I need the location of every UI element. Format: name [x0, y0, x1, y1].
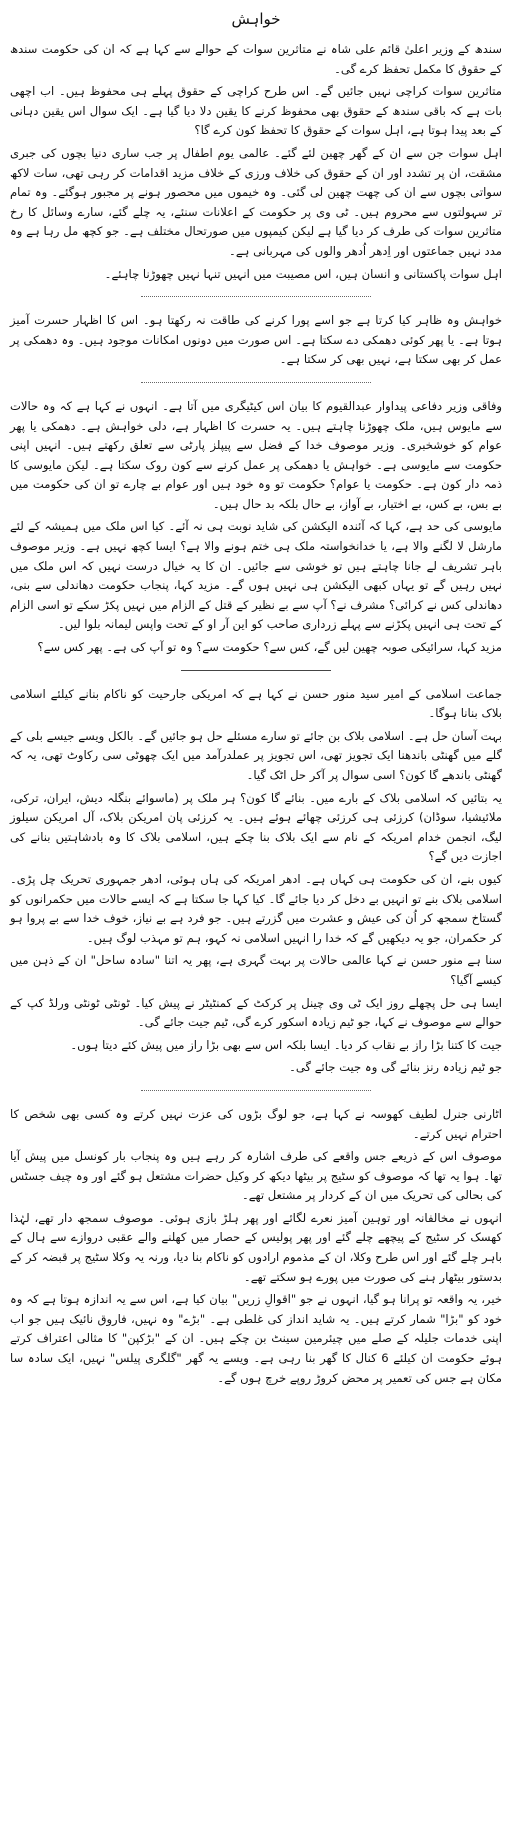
paragraph: خواہش وہ ظاہر کیا کرتا ہے جو اسے پورا کرنے کی طاقت نہ رکھتا ہو۔ اس کا اظہار حسرت آمیز ہوتا ہے۔ یا پھر کوئی دھمکی دے سکتا ہے۔ اس صورت میں دونوں امکانات موجود ہیں۔ وہ دھمکی پر عمل کر بھی سکتا ہے، نہیں بھی کر سکتا ہے۔: [10, 313, 502, 367]
section-divider: [141, 382, 371, 383]
paragraph: سنا ہے منور حسن نے کہا عالمی حالات پر بہت گہری ہے، پھر یہ اتنا "سادہ ساحل" ان کے ذہن میں کیسے آگیا؟: [10, 953, 502, 987]
paragraph: بہت آسان حل ہے۔ اسلامی بلاک بن جائے تو سارے مسئلے حل ہو جائیں گے۔ بالکل ویسے جیسے بلی کے گلے میں گھنٹی باندھنا ایک تجویز تھی، اس تجویز پر عملدرآمد میں ایک چھوٹی سی رکاوٹ تھی، یہ کہ گھنٹی باندھے گا کون؟ اسی سوال پر آکر حل اٹک گیا۔: [10, 728, 502, 782]
paragraph: ایسا ہی حل پچھلے روز ایک ٹی وی چینل پر کرکٹ کے کمنٹیٹر نے پیش کیا۔ ٹونٹی ٹونٹی ورلڈ کپ کے حوالے سے موصوف نے کہا، جو ٹیم زیادہ اسکور کرے گی، ٹیم جیت جائے گی۔: [10, 995, 502, 1030]
paragraph: وفاقی وزیر دفاعی پیداوار عبدالقیوم کا بیان اس کیٹیگری میں آتا ہے۔ انہوں نے کہا ہے کہ وہ حالات سے مایوس ہیں، ملک چھوڑنا چاہتے ہیں۔ یہ حسرت کا اظہار ہے، دلی خواہش ہے۔ دھمکی یا پھر عوام کو خوشخبری۔ وزیر موصوف خدا کے فضل سے پیپلز پارٹی سے تعلق رکھتے ہیں۔ انہیں اپنی حکومت سے مایوسی ہے۔ خواہش یا دھمکی پر عمل کرنے سے کون روک سکتا ہے۔ لیکن مایوسی کا ذمہ دار کون ہے۔ حکومت یا عوام؟ حکومت تو وہ خود ہیں اور عوام بے چارے تو ان کی حکومت میں بے بس، بے کس، بے اختیار، بے آواز، بے حال بلکہ بد حال ہیں۔: [10, 398, 502, 511]
column-title: خواہش: [231, 10, 281, 28]
paragraph: مایوسی کی حد ہے، کہا کہ آئندہ الیکشن کی شاید نوبت ہی نہ آئے۔ کیا اس ملک میں ہمیشہ کے لئے مارشل لا لگنے والا ہے، یا خدانخواستہ ملک ہی ختم ہونے والا ہے؟ ایسا کچھ نہیں ہے۔ وزیر موصوف باہر تشریف لے جانا چاہتے ہیں تو خوشی سے جائیں۔ ان کا یہ خیال درست نہیں کہ اس ملک میں نہیں رہیں گے تو یہاں کبھی الیکشن ہی نہیں ہوں گے۔ مزید کہا، پنجاب حکومت دھاندلی سے بنی، دھاندلی کس نے کرائی؟ مشرف نے؟ آپ سے بے نظیر کے قتل کے الزام میں نہیں پکڑ سکے تو اسی الزام کے تحت ہی انہیں پکڑنے سے پہلے زرداری صاحب کو این آر او کے تحت واپس لیمانہ بلوا لیں۔: [10, 519, 502, 632]
section-wish: [10, 311, 502, 370]
section-divider: [141, 1090, 371, 1091]
paragraph: اہل سوات پاکستانی و انسان ہیں، اس مصیبت میں انہیں تنہا نہیں چھوڑنا چاہئے۔: [104, 266, 502, 281]
paragraph: جیت کا کتنا بڑا راز بے نقاب کر دیا۔ ایسا بلکہ اس سے بھی بڑا راز میں پیش کئے دیتا ہوں۔: [70, 1037, 502, 1052]
section-attorney-general: [10, 1105, 502, 1388]
paragraph: اٹارنی جنرل لطیف کھوسہ نے کہا ہے، جو لوگ بڑوں کی عزت نہیں کرتے وہ کسی بھی شخص کا احترام نہیں کرتے۔: [10, 1106, 502, 1141]
section-swat-rights: [10, 40, 502, 284]
section-defence-minister: [10, 397, 502, 658]
section-divider: [141, 296, 371, 297]
section-divider: [181, 670, 331, 671]
section-islamic-bloc: [10, 685, 502, 1078]
paragraph: خیر، یہ واقعہ تو پرانا ہو گیا، انہوں نے جو "اقوالِ زریں" بیان کیا ہے، اس سے یہ اندازہ ہوتا ہے کہ وہ خود کو "بڑا" شمار کرتے ہیں۔ یہ شاید انداز کی غلطی ہے۔ "بڑے" وہ نہیں، فاروق نائیک ہیں جو اب اپنی خدمات جلیلہ کے صلے میں چیئرمین سینٹ بن چکے ہیں۔ ان کے "بڑکپن" کا مثالی اعتراف کرتے ہوئے حکومت ان کیلئے 6 کنال کا گھر بنا رہی ہے۔ ویسے یہ گھر "گلگری پیلس" نہیں، ایک سادہ سا مکان ہے جس کی تعمیر پر محض کروڑ روپے خرچ ہوں گے۔: [10, 1292, 502, 1385]
paragraph: جماعت اسلامی کے امیر سید منور حسن نے کہا ہے کہ امریکی جارحیت کو ناکام بنانے کیلئے اسلامی بلاک بنانا ہوگا۔: [10, 686, 502, 721]
paragraph: متاثرین سوات کراچی نہیں جائیں گے۔ اس طرح کراچی کے حقوق پہلے ہی محفوظ ہیں۔ اب اچھی بات ہے کہ باقی سندھ کے حقوق بھی محفوظ کرنے کا یقین دلا دیا گیا ہے۔ ایک سوال اس یقین دہانی کے بعد پیدا ہوتا ہے، اہل سوات کے حقوق کا تحفظ کون کرے گا؟: [10, 84, 502, 138]
paragraph: موصوف اس کے ذریعے جس واقعے کی طرف اشارہ کر رہے ہیں وہ پنجاب بار کونسل میں پیش آیا تھا۔ ہوا یہ تھا کہ موصوف کو سٹیج پر بیٹھا دیکھ کر وکیل حضرات مشتعل ہو گئے اور وہ چیف جسٹس کی بحالی کی تحریک میں ان کے کردار پر مشتعل تھے۔: [10, 1149, 502, 1203]
paragraph: اہل سوات جن سے ان کے گھر چھین لئے گئے۔ عالمی یوم اطفال پر جب ساری دنیا بچوں کی جبری مشقت، ان پر تشدد اور ان کے حقوق کی خلاف ورزی کے خلاف مزید اقدامات کر رہی تھی، سات لاکھ سواتی بچوں سے ان کی چھت چھین لی گئی۔ وہ خیموں میں محصور ہونے پر مجبور ہوگئے۔ وہ تمام تر سہولتوں سے محروم ہیں۔ ٹی وی پر حکومت کے اعلانات سنئے، یہ چلے گئے، سارے وسائل کا رخ متاثرین سوات کی طرف کر دیا گیا ہے لیکن کیمپوں میں صورتحال مختلف ہے۔ جو کچھ مل رہا ہے وہ مدد نہیں جماعتوں اور اِدھر اُدھر والوں کی مہربانی ہے۔: [10, 145, 502, 258]
paragraph: یہ بتائیں کہ اسلامی بلاک کے بارے میں۔ بنائے گا کون؟ ہر ملک پر (ماسوائے بنگلہ دیش، ایران، ترکی، ملائیشیا، سوڈان) کرزئی ہی کرزئی چھائے ہوئے ہیں۔ یہ کرزئی پان امریکن بلاک، آل امریکن سیلوز لیگ، انجمن خدام امریکہ کے نام سے ایک بلاک بنا چکے ہیں، اسلامی بلاک کا وہ بادشاہتیں بنانے کی اجازت دیں گے؟: [10, 790, 502, 864]
paragraph: مزید کہا، سرائیکی صوبہ چھین لیں گے، کس سے؟ حکومت سے؟ وہ تو آپ کی ہے۔ پھر کس سے؟: [37, 640, 502, 655]
paragraph: سندھ کے وزیر اعلیٰ قائم علی شاہ نے متاثرین سوات کے حوالے سے کہا ہے کہ ان کی حکومت سندھ کے حقوق کا مکمل تحفظ کرے گی۔: [10, 42, 502, 76]
paragraph: انہوں نے مخالفانہ اور توہین آمیز نعرے لگائے اور پھر ہلڑ بازی ہوئی۔ موصوف سمجھ دار تھے، لہٰذا کھسک کر سٹیج کے پیچھے چلے گئے اور پھر پولیس کے حصار میں کھلنے والے عقبی دروازے سے ہال کے باہر چلے گئے اور اس طرح وکلا، ان کے مذموم ارادوں کو ناکام بنا دیا، ورنہ یہ وکلا سٹیج پر قبضہ کر کے بدستور بیٹھار ہنے کی صورت میں پورے ہو سکتے تھے۔: [10, 1210, 502, 1284]
paragraph: جو ٹیم زیادہ رنز بنائے گی وہ جیت جائے گی۔: [289, 1060, 502, 1075]
paragraph: کیوں بنے، ان کی حکومت ہی کہاں ہے۔ ادھر امریکہ کی ہاں ہوئی، ادھر جمہوری تحریک چل پڑی۔ اسلامی بلاک بنے تو انہیں بے دخل کر دیا جائے گا۔ کیا کہا جا سکتا ہے کہ ایسے حالات میں حکمرانوں کو گستاخ سمجھ کر اُن کی عیش و عشرت میں گزرتے ہیں۔ جو فرد ہے بے نیاز، خوف خدا سے بے پروا ہو کر حکمران، جو یہ دیکھیں گے کہ خدا را انہیں اسلامی نہ کہو، ہم تو مہذب لوگ ہیں۔: [10, 871, 502, 945]
